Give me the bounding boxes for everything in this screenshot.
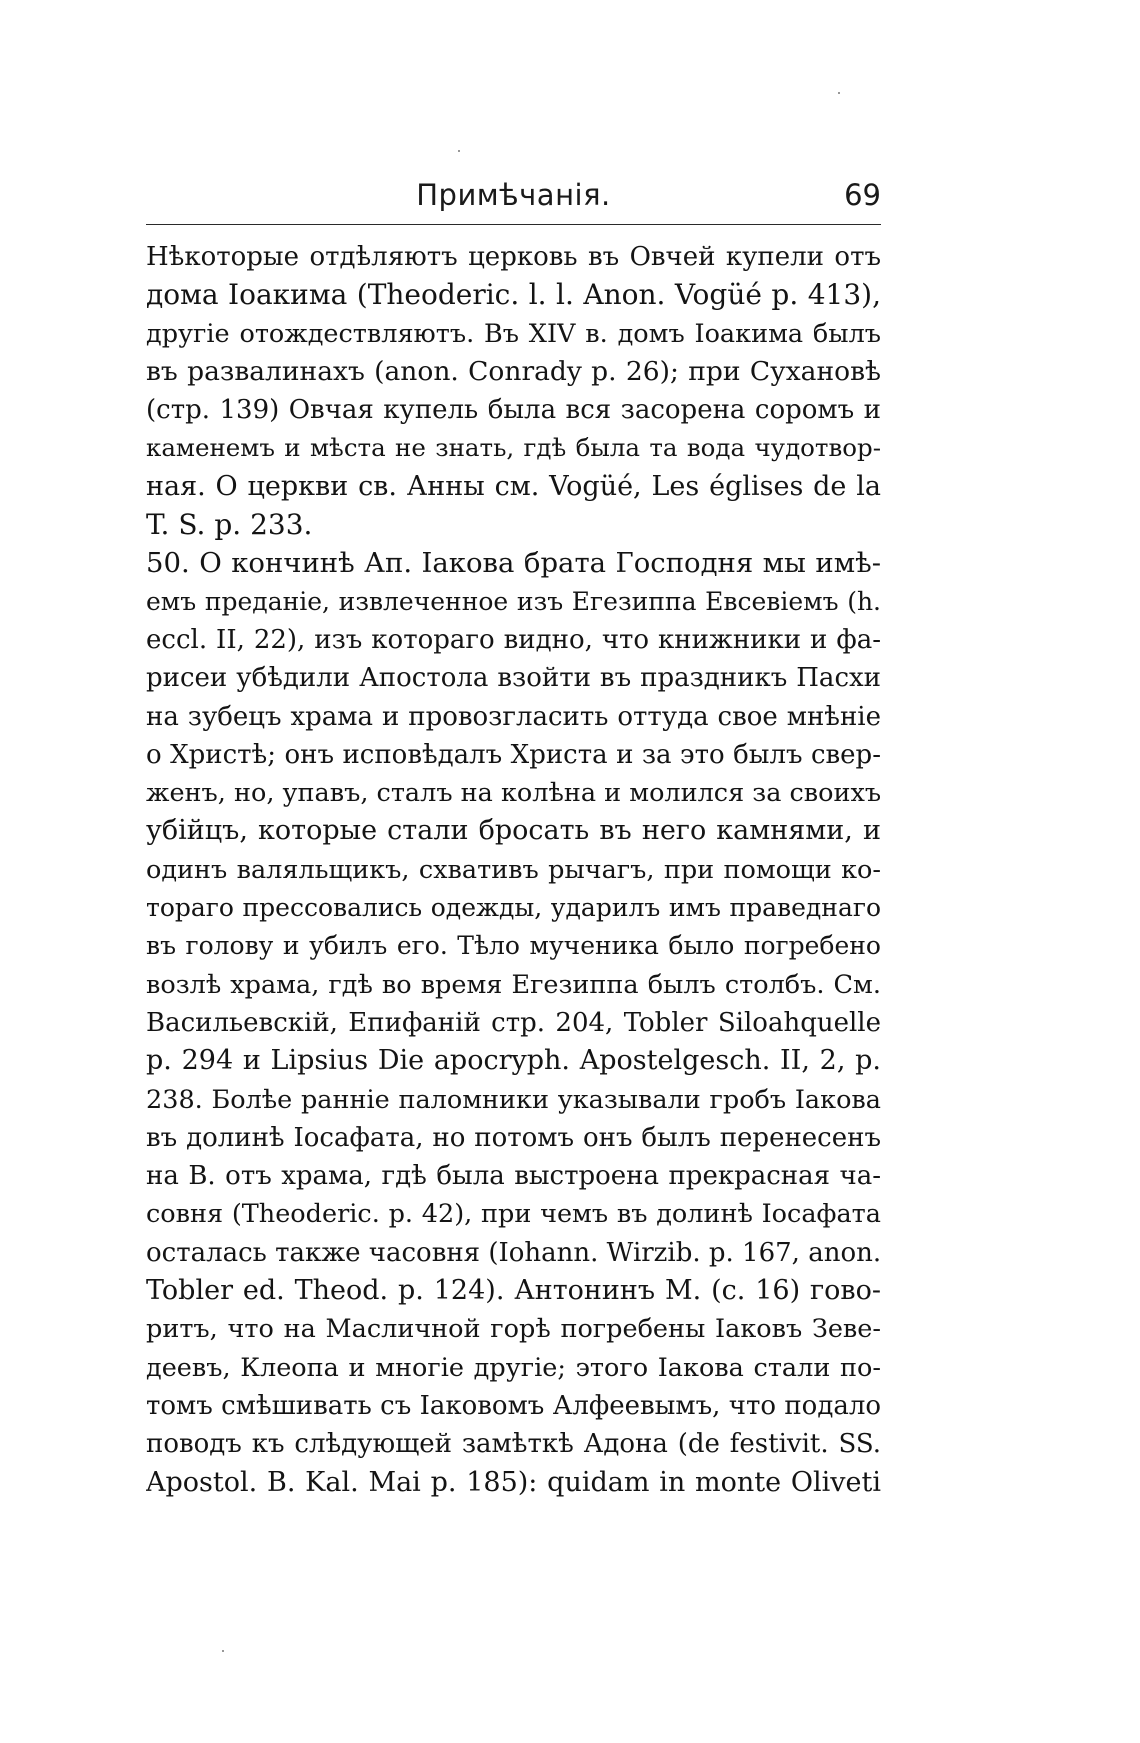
text-line: томъ смѣшивать съ Іаковомъ Алфеевымъ, что подало: [146, 1390, 881, 1421]
text-line: совня (Theoderic. p. 42), при чемъ въ долинѣ Іосафата: [146, 1199, 881, 1230]
text-line: емъ преданіе, извлеченное изъ Егезиппа Евсевіемъ (h.: [146, 586, 881, 616]
text-line: (стр. 139) Овчая купель была вся засорена соромъ и: [146, 395, 881, 426]
text-line: Нѣкоторые отдѣляютъ церковь въ Овчей купели отъ: [146, 242, 881, 272]
paper-speck: [222, 1650, 224, 1652]
text-line: въ развалинахъ (anon. Conrady p. 26); при Сухановѣ: [146, 355, 881, 387]
text-line: о Христѣ; онъ исповѣдалъ Христа и за это былъ свер-: [146, 739, 881, 770]
text-line: на В. отъ храма, гдѣ была выстроена прекрасная ча-: [146, 1161, 881, 1192]
text-line: въ долинѣ Іосафата, но потомъ онъ былъ перенесенъ: [146, 1122, 881, 1153]
page-header: [146, 178, 881, 224]
text-line: Apostol. B. Kal. Mai p. 185): quidam in monte Oliveti: [146, 1466, 881, 1498]
text-line: тораго прессовались одежды, ударилъ имъ праведнаго: [146, 893, 881, 923]
text-line: одинъ валяльщикъ, схвативъ рычагъ, при помощи ко-: [146, 854, 881, 885]
header-rule: [146, 224, 881, 225]
text-line: на зубецъ храма и провозгласить оттуда свое мнѣніе: [146, 701, 881, 732]
text-line: убійцъ, которые стали бросать въ него камнями, и: [146, 815, 881, 847]
text-line: Васильевскій, Епифаній стр. 204, Tobler Siloahquelle: [146, 1007, 881, 1038]
text-line: каменемъ и мѣста не знать, гдѣ была та вода чудотвор-: [146, 433, 881, 463]
text-line: Tobler ed. Theod. p. 124). Антонинъ М. (с. 16) гово-: [146, 1275, 881, 1307]
paper-speck: [458, 150, 460, 152]
text-line: возлѣ храма, гдѣ во время Егезиппа былъ столбъ. См.: [146, 969, 881, 1000]
text-line: T. S. p. 233.: [146, 508, 313, 542]
text-line: другіе отождествляютъ. Въ XIV в. домъ Іоакима былъ: [146, 318, 881, 349]
text-line: деевъ, Клеопа и многіе другіе; этого Іакова стали по-: [146, 1352, 881, 1383]
running-title: Примѣчанія.: [416, 178, 611, 212]
notes-text: [146, 238, 881, 1502]
page-number: 69: [844, 178, 881, 212]
text-line: въ голову и убилъ его. Тѣло мученика было погребено: [146, 931, 881, 961]
text-line: p. 294 и Lipsius Die apocryph. Apostelgesch. II, 2, p.: [146, 1045, 881, 1077]
paper-speck: [838, 92, 840, 94]
text-line: рисеи убѣдили Апостола взойти въ праздникъ Пасхи: [146, 663, 881, 694]
text-line: eccl. II, 22), изъ котораго видно, что книжники и фа-: [146, 624, 881, 655]
text-line: дома Іоакима (Theoderic. l. l. Anon. Vogüé p. 413),: [146, 278, 881, 312]
text-line: осталась также часовня (Iohann. Wirzib. p. 167, anon.: [146, 1237, 881, 1268]
text-line: женъ, но, упавъ, сталъ на колѣна и молился за своихъ: [146, 778, 881, 809]
text-line: ритъ, что на Масличной горѣ погребены Іаковъ Зеве-: [146, 1314, 881, 1345]
text-line: 50. О кончинѣ Ап. Іакова брата Господня мы имѣ-: [146, 547, 881, 580]
text-line: ная. О церкви св. Анны см. Vogüé, Les églises de la: [146, 470, 881, 502]
text-line: поводъ къ слѣдующей замѣткѣ Адона (de festivit. SS.: [146, 1429, 881, 1460]
text-line: 238. Болѣе ранніе паломники указывали гробъ Іакова: [146, 1084, 881, 1115]
